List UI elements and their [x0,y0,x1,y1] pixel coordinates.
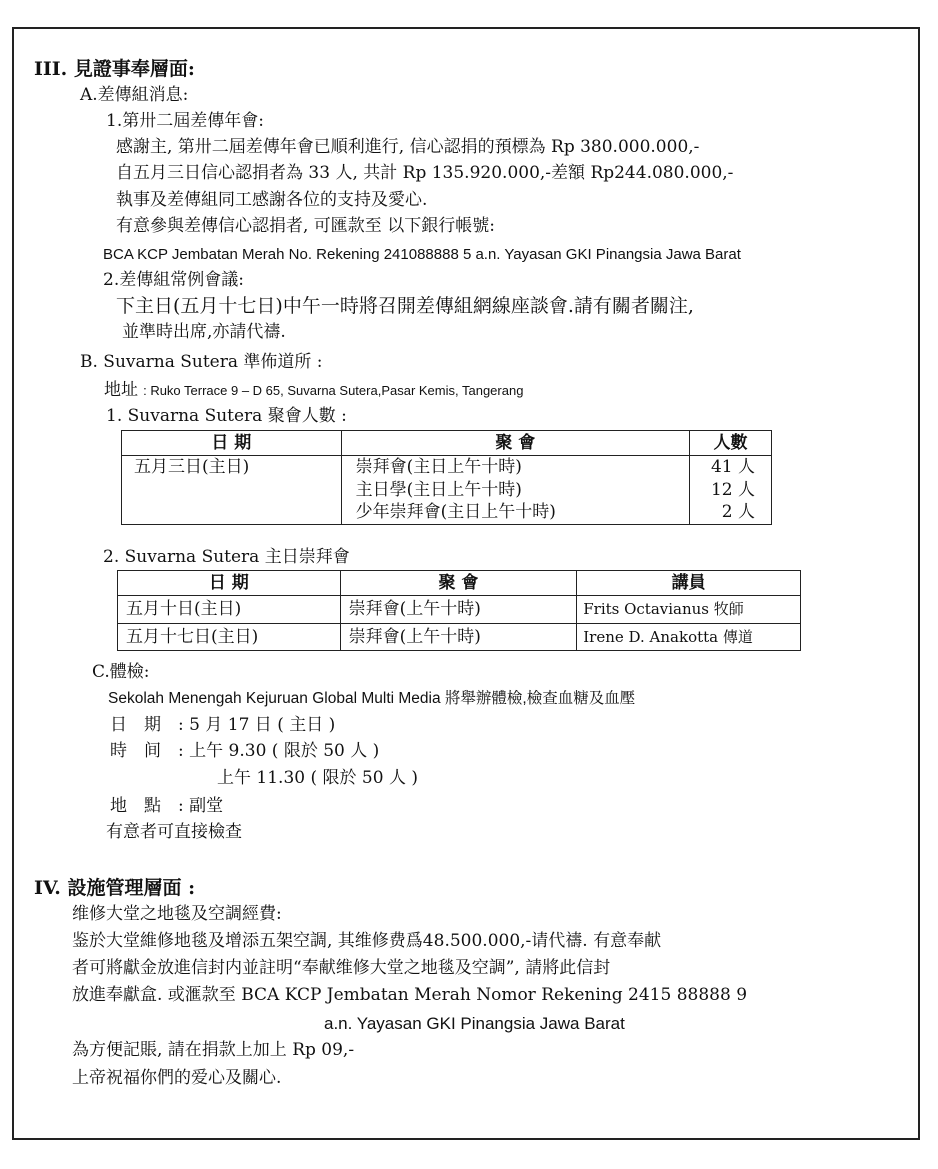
section-a2-title: 2.差傳組常例會議: [103,270,244,290]
attendance-meetings [341,456,689,524]
table-row [122,456,772,524]
c-time-2: 上午 11.30 ( 限於 50 人 ) [217,768,418,788]
count-youth-worship: 2 人 [721,502,755,523]
attendance-date: 五月三日(主日) [122,456,342,524]
section-4-subtitle: 维修大堂之地毯及空調經費: [72,904,282,924]
row-speaker: Frits Octavianus 牧師 [577,596,801,623]
row-meeting: 崇拜會(上午十時) [340,623,577,650]
header-meeting: 聚 會 [340,571,577,596]
attendance-table [121,430,772,525]
header-speaker: 講員 [577,571,801,596]
c-note: 有意者可直接檢查 [106,822,242,842]
sec4-blessing: 上帝祝福你們的爱心及關心. [72,1068,282,1088]
section-b2-title: 2. Suvarna Sutera 主日崇拜會 [103,547,350,567]
count-sunday-school: 12 人 [710,479,755,500]
c-time-1: 時 间 : 上午 9.30 ( 限於 50 人 ) [110,741,380,761]
a1-line-2: 自五月三日信心認捐者為 33 人, 共計 Rp 135.920.000,-差額 Rp244.080.000,- [116,163,734,183]
meeting-worship: 崇拜會(主日上午十時) [355,457,522,478]
sec4-account-name: a.n. Yayasan GKI Pinangsia Jawa Barat [324,1014,625,1033]
c-place: 地 點 : 副堂 [110,796,224,816]
sec4-note: 為方便記賬, 請在捐款上加上 Rp 09,- [72,1040,355,1060]
table-row [118,596,801,623]
c-date: 日 期 : 5 月 17 日 ( 主日 ) [110,715,336,735]
row-date: 五月十七日(主日) [118,623,341,650]
sec4-line-3: 放進奉獻盒. 或滙款至 BCA KCP Jembatan Merah Nomor Rekening 2415 88888 9 [72,985,748,1005]
section-b-title: B. Suvarna Sutera 準佈道所 : [80,352,323,372]
section-a-title: A.差傳組消息: [80,85,189,105]
meeting-sunday-school: 主日學(主日上午十時) [355,479,522,500]
a2-line-1: 下主日(五月十七日)中午一時將召開差傳組網線座談會.請有關者關注, [116,295,694,317]
b-address-label: 地址 [104,380,138,400]
sec4-line-1: 鉴於大堂維修地毯及增添五架空調, 其维修费爲48.500.000,-请代禱. 有意奉献 [72,931,662,951]
c-intro: Sekolah Menengah Kejuruan Global Multi Media 將舉辦體檢,檢查血糖及血壓 [108,690,636,707]
table-row [118,623,801,650]
count-worship: 41 人 [710,457,755,478]
header-date: 日 期 [122,431,342,456]
section-c-title: C.體檢: [92,662,150,682]
section-4-title: IV. 設施管理層面 : [34,877,196,899]
header-meeting: 聚 會 [341,431,689,456]
a1-line-1: 感謝主, 第卅二屆差傳年會已順利進行, 信心認捐的預標為 Rp 380.000.000,- [116,137,700,157]
worship-schedule-table [117,570,801,651]
a2-line-2: 並準時出席,亦請代禱. [122,322,286,342]
meeting-youth-worship: 少年崇拜會(主日上午十時) [355,502,556,523]
attendance-counts [690,456,772,524]
section-a1-title: 1.第卅二屆差傳年會: [106,111,264,131]
header-count: 人數 [690,431,772,456]
b-address-value: : Ruko Terrace 9 – D 65, Suvarna Sutera,Pasar Kemis, Tangerang [143,383,524,398]
row-meeting: 崇拜會(上午十時) [340,596,577,623]
a1-line-4: 有意參與差傳信心認捐者, 可匯款至 以下銀行帳號: [116,216,495,236]
section-3-title: III. 見證事奉層面: [34,58,195,80]
worship-table-header [118,571,801,596]
section-b1-title: 1. Suvarna Sutera 聚會人數 : [106,406,347,426]
header-date: 日 期 [118,571,341,596]
a1-bank-account: BCA KCP Jembatan Merah No. Rekening 241088888 5 a.n. Yayasan GKI Pinangsia Jawa Barat [103,246,741,263]
sec4-line-2: 者可將獻金放進信封内並註明“奉献维修大堂之地毯及空調”, 請將此信封 [72,958,611,978]
row-date: 五月十日(主日) [118,596,341,623]
a1-line-3: 執事及差傳組同工感謝各位的支持及愛心. [116,190,428,210]
attendance-table-header [122,431,772,456]
b-address [104,382,523,399]
row-speaker: Irene D. Anakotta 傳道 [577,623,801,650]
